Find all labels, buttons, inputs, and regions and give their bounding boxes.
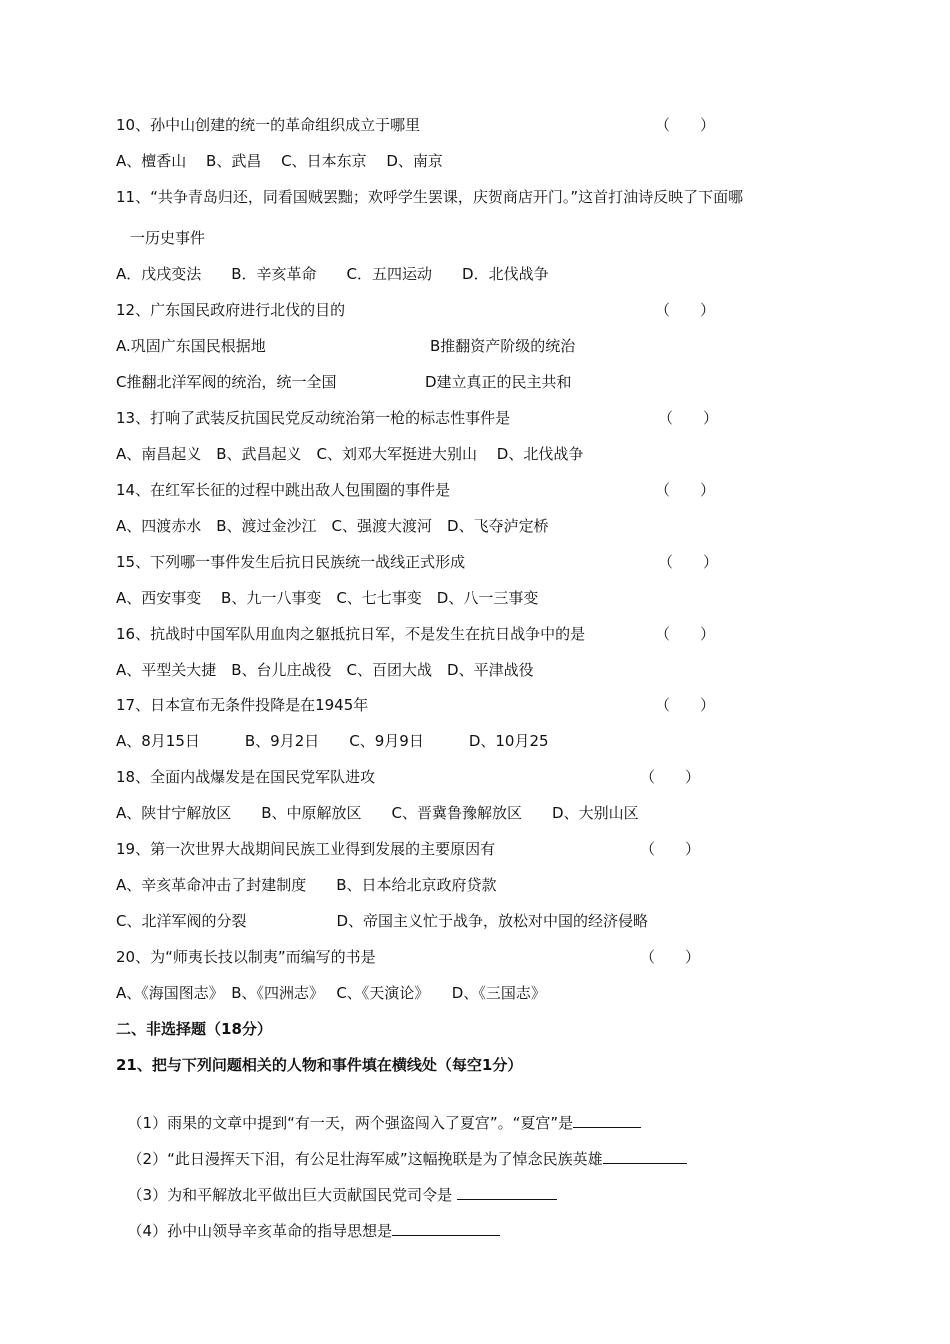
question-15-options: A、西安事变 B、九一八事变 C、七七事变 D、八一三事变: [116, 589, 539, 607]
question-17-stem: 17、日本宣布无条件投降是在1945年: [116, 696, 369, 714]
question-18-options: A、陕甘宁解放区 B、中原解放区 C、晋冀鲁豫解放区 D、大别山区: [116, 804, 639, 822]
fill-item-2-text: （2）“此日漫挥天下泪，有公足壮海军威”这幅挽联是为了悼念民族英雄: [127, 1150, 603, 1168]
question-13-options: A、南昌起义 B、武昌起义 C、刘邓大军挺进大别山 D、北伐战争: [116, 445, 584, 463]
answer-blank[interactable]: [603, 1147, 687, 1164]
answer-blank[interactable]: [573, 1111, 641, 1128]
section-heading: 二、非选择题（18分）: [116, 1020, 272, 1038]
question-11-stem-continued: 一历史事件: [130, 229, 206, 247]
fill-item-1-text: （1）雨果的文章中提到“有一天，两个强盗闯入了夏宫”。“夏宫”是: [127, 1114, 574, 1132]
question-12-option-a: A.巩固广东国民根据地: [116, 337, 266, 355]
fill-item-3-text: （3）为和平解放北平做出巨大贡献国民党司令是: [127, 1186, 457, 1204]
answer-paren[interactable]: （ ）: [655, 116, 716, 134]
question-19-stem: 19、第一次世界大战期间民族工业得到发展的主要原因有: [116, 840, 496, 858]
question-15-stem: 15、下列哪一事件发生后抗日民族统一战线正式形成: [116, 553, 466, 571]
question-14-options: A、四渡赤水 B、渡过金沙江 C、强渡大渡河 D、飞夺泸定桥: [116, 517, 549, 535]
fill-item-4-text: （4）孙中山领导辛亥革命的指导思想是: [127, 1222, 393, 1240]
answer-blank[interactable]: [457, 1183, 557, 1200]
answer-paren[interactable]: （ ）: [640, 840, 701, 858]
answer-blank[interactable]: [392, 1219, 500, 1236]
question-14-stem: 14、在红军长征的过程中跳出敌人包围圈的事件是: [116, 481, 451, 499]
question-19-options-ab: A、辛亥革命冲击了封建制度 B、日本给北京政府贷款: [116, 876, 497, 894]
question-10-options: A、檀香山 B、武昌 C、日本东京 D、南京: [116, 152, 443, 170]
question-17-options: A、8月15日 B、9月2日 C、9月9日 D、10月25: [116, 732, 549, 750]
answer-paren[interactable]: （ ）: [658, 409, 719, 427]
question-20-options: A、《海国图志》 B、《四洲志》 C、《天演论》 D、《三国志》: [116, 984, 546, 1002]
question-19-options-cd: C、北洋军阀的分裂 D、帝国主义忙于战争，放松对中国的经济侵略: [116, 912, 649, 930]
question-13-stem: 13、打响了武装反抗国民党反动统治第一枪的标志性事件是: [116, 409, 511, 427]
question-16-options: A、平型关大捷 B、台儿庄战役 C、百团大战 D、平津战役: [116, 661, 534, 679]
question-11-stem: 11、“共争青岛归还，同看国贼罢黜；欢呼学生罢课，庆贺商店开门。”这首打油诗反映了下面哪: [116, 188, 744, 206]
question-12-stem: 12、广东国民政府进行北伐的目的: [116, 301, 346, 319]
question-18-stem: 18、全面内战爆发是在国民党军队进攻: [116, 768, 376, 786]
question-12-option-c: C推翻北洋军阀的统治，统一全国: [116, 373, 337, 391]
question-20-stem: 20、为“师夷长技以制夷”而编写的书是: [116, 948, 376, 966]
answer-paren[interactable]: （ ）: [655, 481, 716, 499]
question-10-stem: 10、孙中山创建的统一的革命组织成立于哪里: [116, 116, 421, 134]
answer-paren[interactable]: （ ）: [655, 301, 716, 319]
question-12-option-b: B推翻资产阶级的统治: [430, 337, 576, 355]
answer-paren[interactable]: （ ）: [640, 948, 701, 966]
question-11-options: A．戊戌变法 B．辛亥革命 C．五四运动 D．北伐战争: [116, 265, 549, 283]
answer-paren[interactable]: （ ）: [658, 553, 719, 571]
answer-paren[interactable]: （ ）: [655, 625, 716, 643]
fill-item-4: [118, 1199, 500, 1241]
question-12-option-d: D建立真正的民主共和: [425, 373, 572, 391]
answer-paren[interactable]: （ ）: [655, 696, 716, 714]
question-16-stem: 16、抗战时中国军队用血肉之躯抵抗日军，不是发生在抗日战争中的是: [116, 625, 586, 643]
answer-paren[interactable]: （ ）: [640, 768, 701, 786]
question-21-title: 21、把与下列问题相关的人物和事件填在横线处（每空1分）: [116, 1056, 523, 1074]
